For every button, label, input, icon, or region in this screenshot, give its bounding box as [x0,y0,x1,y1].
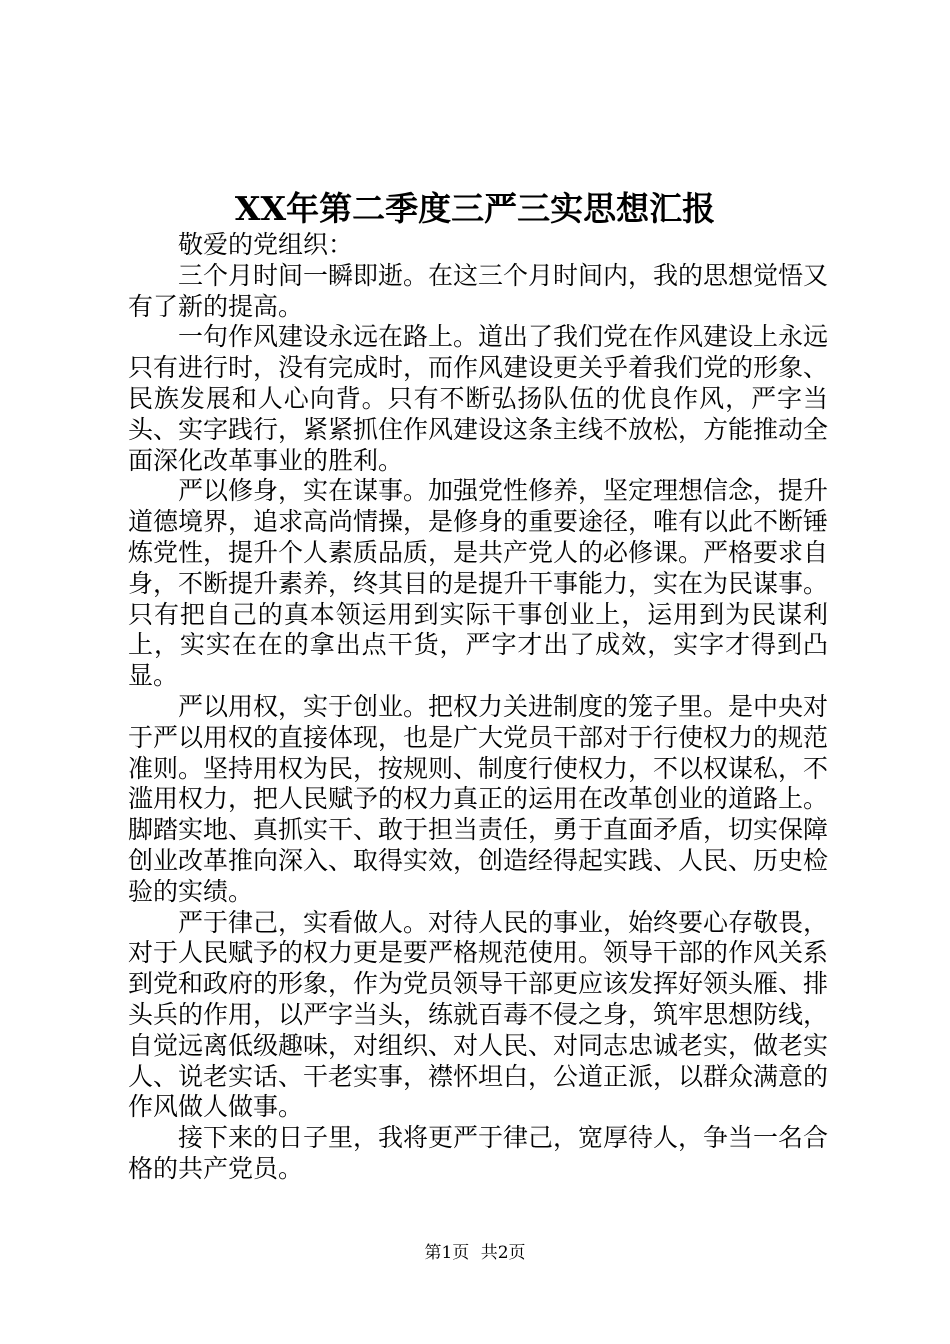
paragraph-2: 一句作风建设永远在路上。道出了我们党在作风建设上永远只有进行时，没有完成时，而作风建设更关乎着我们党的形象、民族发展和人心向背。只有不断弘扬队伍的优良作风，严字当头、实字践行，紧紧抓住作风建设这条主线不放松，方能推动全面深化改革事业的胜利。 [128,322,829,475]
document-title: XX年第二季度三严三实思想汇报 [234,189,716,228]
page-number-current: 第1页 [424,1243,470,1263]
page-footer [0,1240,950,1266]
document-body [128,230,828,1185]
paragraph-6: 接下来的日子里，我将更严于律己，宽厚待人，争当一名合格的共产党员。 [128,1123,829,1183]
paragraph-3: 严以修身，实在谋事。加强党性修养，坚定理想信念，提升道德境界，追求高尚情操，是修身的重要途径，唯有以此不断锤炼党性，提升个人素质品质，是共产党人的必修课。严格要求自身，不断提升素养，终其目的是提升干事能力，实在为民谋事。只有把自己的真本领运用到实际干事创业上，运用到为民谋利上，实实在在的拿出点干货，严字才出了成效，实字才得到凸显。 [128,476,829,691]
salutation: 敬爱的党组织： [178,230,354,259]
page-number-total: 共2页 [480,1243,526,1263]
paragraph-1: 三个月时间一瞬即逝。在这三个月时间内，我的思想觉悟又有了新的提高。 [128,260,829,321]
paragraph-5: 严于律己，实看做人。对待人民的事业，始终要心存敬畏，对于人民赋予的权力更是要严格规范使用。领导干部的作风关系到党和政府的形象，作为党员领导干部更应该发挥好领头雁、排头兵的作用，以严字当头，练就百毒不侵之身，筑牢思想防线，自觉远离低级趣味，对组织、对人民、对同志忠诚老实，做老实人、说老实话、干老实事，襟怀坦白，公道正派，以群众满意的作风做人做事。 [128,907,829,1122]
paragraph-4: 严以用权，实于创业。把权力关进制度的笼子里。是中央对于严以用权的直接体现，也是广大党员干部对于行使权力的规范准则。坚持用权为民，按规则、制度行使权力，不以权谋私，不滥用权力，把人民赋予的权力真正的运用在改革创业的道路上。脚踏实地、真抓实干、敢于担当责任，勇于直面矛盾，切实保障创业改革推向深入、取得实效，创造经得起实践、人民、历史检验的实绩。 [128,691,829,906]
